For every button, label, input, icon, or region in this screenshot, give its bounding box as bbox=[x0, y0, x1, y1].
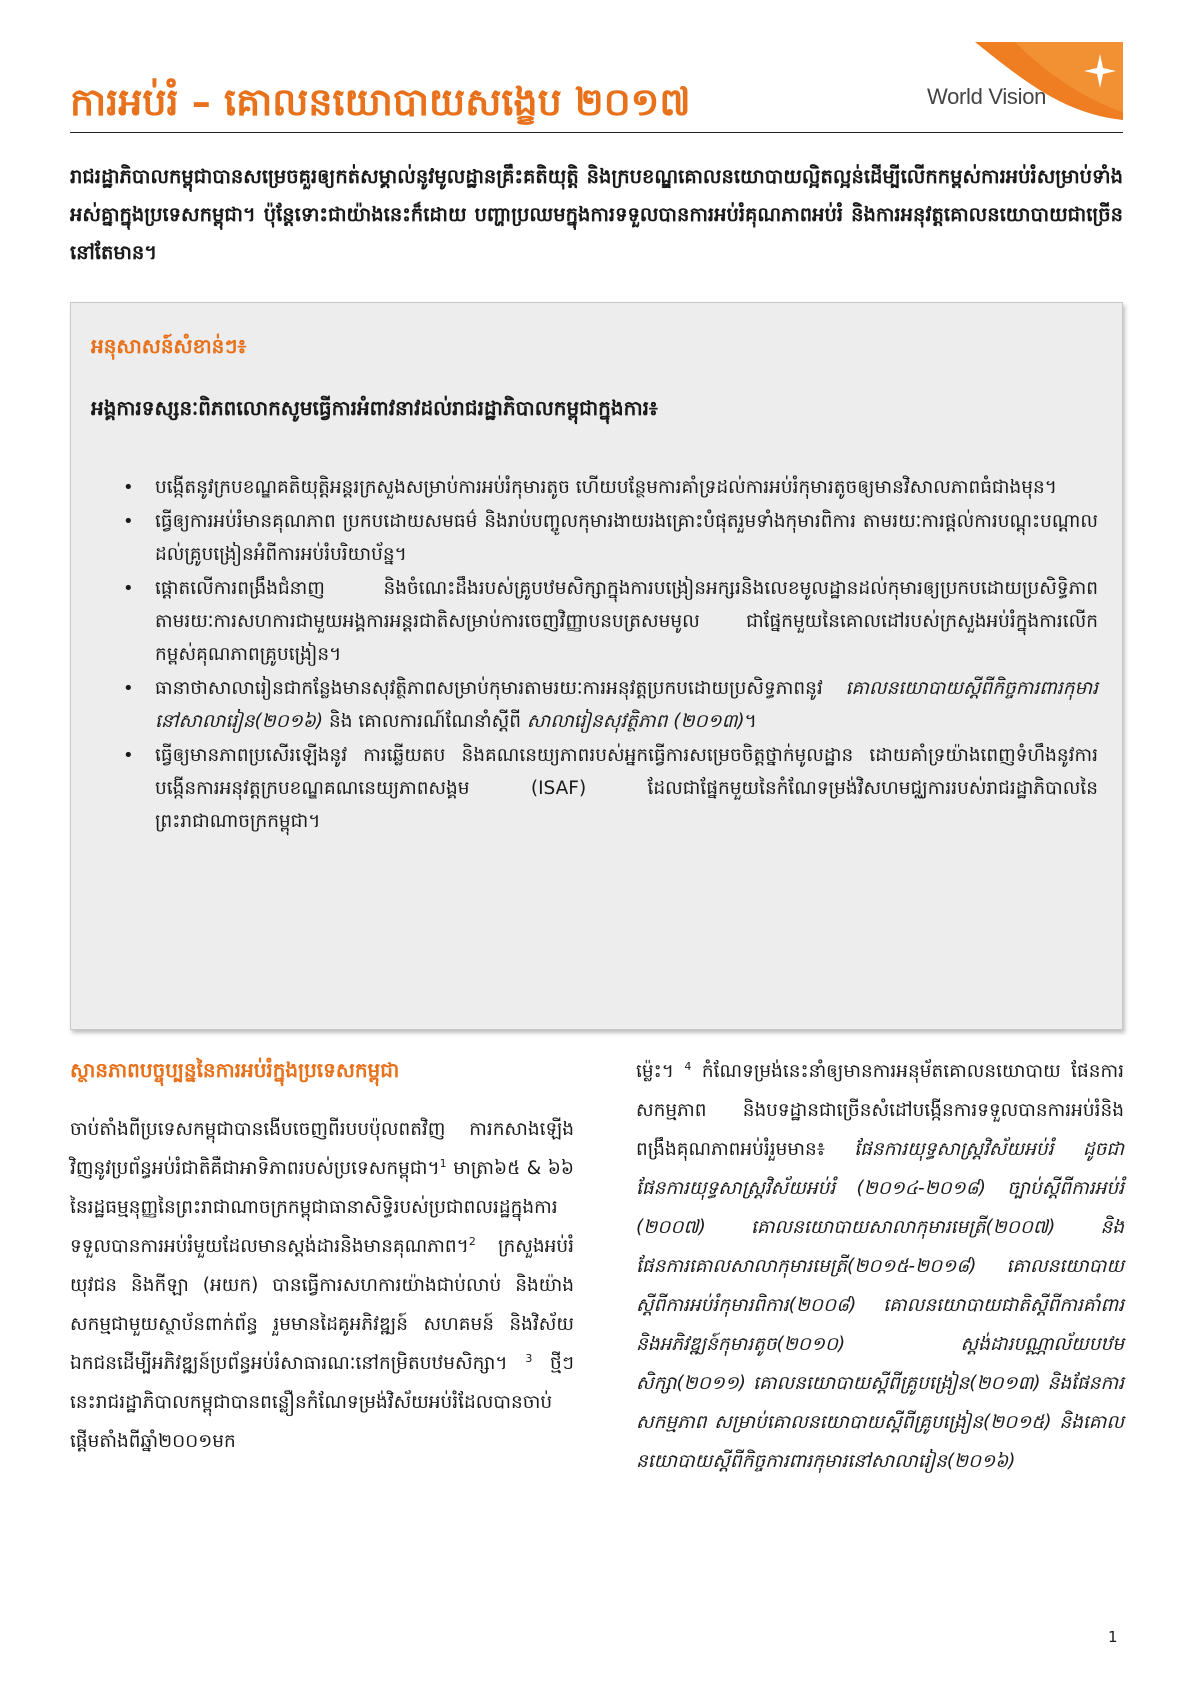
bullet-icon: • bbox=[123, 745, 134, 766]
recommendations-list bbox=[123, 471, 1098, 839]
text-run: ម្ល៉េះ។ bbox=[636, 1061, 674, 1082]
text-run: និង គោលការណ៍ណែនាំស្តីពី bbox=[323, 711, 527, 732]
list-item-text: ធ្វើឲ្យមានភាពប្រសើរឡើងនូវ ការឆ្លើយតប និងគណនេយ្យភាពរបស់អ្នកធ្វើការសម្រេចចិត្តថ្នាក់មូលដ្ឋាន ដោយគាំទ្រយ៉ាងពេញទំហឹងនូវការបង្កើនការអនុវត្តក្របខណ្ឌគណនេយ្យភាពសង្គម (ISAF) ដែលជាផ្នែកមួយនៃកំណែទម្រង់វិសហមជ្ឈការរបស់រាជរដ្ឋាភិបាលនៃព្រះរាជាណាចក្រកម្ពុជា។ bbox=[155, 745, 1098, 832]
footnote-ref[interactable]: 3 bbox=[525, 1351, 533, 1365]
list-item-text: បង្កើតនូវក្របខណ្ឌគតិយុត្តិអន្តរក្រសួងសម្រាប់ការអប់រំកុមារតូច ហើយបន្ថែមការគាំទ្រដល់ការអប់រំកុមារតូចឲ្យមានវិសាលភាពធំជាងមុន។ bbox=[155, 477, 1057, 498]
bullet-icon: • bbox=[123, 511, 134, 532]
text-run: ។ bbox=[744, 711, 757, 732]
list-item bbox=[123, 572, 1098, 671]
footnote-ref[interactable]: 2 bbox=[468, 1234, 476, 1248]
footnote-ref[interactable]: 4 bbox=[684, 1059, 692, 1073]
text-run: ក្រសួងអប់រំ យុវជន និងកីឡា (អយក) បានធ្វើការសហការយ៉ាងជាប់លាប់ និងយ៉ាងសកម្មជាមួយស្ថាប័នពាក់ព័ន្ធ រួមមានដៃគូអភិវឌ្ឍន៍ សហគមន៍ និងវិស័យឯកជនដើម្បីអភិវឌ្ឍន៍ប្រព័ន្ធអប់រំសាធារណៈនៅកម្រិតបឋមសិក្សា។ bbox=[70, 1236, 574, 1374]
intro-paragraph: រាជរដ្ឋាភិបាលកម្ពុជាបានសម្រេចគួរឲ្យកត់សម្គាល់នូវមូលដ្ឋានគ្រឹះគតិយុត្តិ និងក្របខណ្ឌគោលនយោបាយល្អិតល្អន់ដើម្បីលើកកម្ពស់ការអប់រំសម្រាប់ទាំងអស់គ្នាក្នុងប្រទេសកម្ពុជា។ ប៉ុន្តែទោះជាយ៉ាងនេះក៏ដោយ បញ្ហាប្រឈមក្នុងការទទួលបានការអប់រំគុណភាពអប់រំ និងការអនុវត្តគោលនយោបាយជាច្រើននៅតែមាន។ bbox=[70, 165, 1123, 264]
logo-text: World Vision bbox=[927, 84, 1047, 109]
section-heading: ស្ថានភាពបច្ចុប្បន្ននៃការអប់រំក្នុងប្រទេសកម្ពុជា bbox=[70, 1058, 400, 1082]
policy-list: ផែនការយុទ្ធសាស្ត្រវិស័យអប់រំ ដូចជា ផែនការយុទ្ធសាស្ត្រវិស័យអប់រំ (២០១៤-២០១៨) ច្បាប់ស្តីពីការអប់រំ (២០០៧) គោលនយោបាយសាលាកុមារមេត្រី(២០០៧) និង ផែនការគោលសាលាកុមារមេត្រី(២០១៥-២០១៨) គោលនយោបាយស្តីពីការអប់រំកុមារពិការ(២០០៨) គោលនយោបាយជាតិស្តីពីការគាំពារ និងអភិវឌ្ឍន៍កុមារតូច(២០១០) ស្តង់ដារបណ្ណាល័យបឋមសិក្សា(២០១១) គោលនយោបាយស្តីពីគ្រូបង្រៀន(២០១៣) និងផែនការសកម្មភាព សម្រាប់គោលនយោបាយស្តីពីគ្រូបង្រៀន(២០១៥) និងគោលនយោបាយស្តីពីកិច្ចការពារកុមារនៅសាលារៀន(២០១៦) bbox=[636, 1139, 1124, 1472]
list-item bbox=[123, 739, 1098, 838]
list-item bbox=[123, 672, 1098, 738]
list-item bbox=[123, 505, 1098, 571]
right-column-text bbox=[636, 1052, 1124, 1481]
list-item-text bbox=[155, 672, 1098, 738]
document-title: ការអប់រំ – គោលនយោបាយសង្ខេប ២០១៧ bbox=[70, 80, 691, 124]
policy-title: សាលារៀនសុវត្ថិភាព (២០១៣) bbox=[526, 711, 745, 732]
text-run: ថ្មីៗនេះរាជរដ្ឋាភិបាលកម្ពុជាបានពន្លឿនកំណែទម្រង់វិស័យអប់រំដែលបានចាប់ផ្តើមតាំងពីឆ្នាំ២០០១មក bbox=[70, 1353, 574, 1452]
left-column-text bbox=[70, 1110, 574, 1461]
policy-title: គោលនយោបាយស្តីពីកិច្ចការពារកុមារនៅសាលារៀន(២០១៦) bbox=[155, 678, 1098, 732]
bullet-icon: • bbox=[123, 477, 134, 498]
recommendations-box bbox=[70, 302, 1123, 1030]
text-run: មាត្រា៦៥ & ៦៦ នៃរដ្ឋធម្មនុញ្ញនៃព្រះរាជាណាចក្រកម្ពុជាធានាសិទ្ធិរបស់ប្រជាពលរដ្ឋក្នុងការទទួលបានការអប់រំមួយដែលមានស្តង់ដារនិងមានគុណភាព។ bbox=[70, 1158, 574, 1257]
list-item-text: ផ្តោតលើការពង្រឹងជំនាញ និងចំណេះដឹងរបស់គ្រូបឋមសិក្សាក្នុងការបង្រៀនអក្សរនិងលេខមូលដ្ឋានដល់កុមារឲ្យប្រកបដោយប្រសិទ្ធិភាពតាមរយៈការសហការជាមួយអង្គការអន្តរជាតិសម្រាប់ការចេញវិញ្ញាបនបត្រសមមូល ជាផ្នែកមួយនៃគោលដៅរបស់ក្រសួងអប់រំក្នុងការលើកកម្ពស់គុណភាពគ្រូបង្រៀន។ bbox=[155, 578, 1098, 665]
list-item bbox=[123, 471, 1098, 504]
page-number: 1 bbox=[1108, 1628, 1118, 1646]
recommendations-heading: អនុសាសន៍សំខាន់ៗ៖ bbox=[91, 334, 247, 358]
recommendations-subheading: អង្គការទស្សនៈពិភពលោកសូមធ្វើការអំពាវនាវដល់រាជរដ្ឋាភិបាលកម្ពុជាក្នុងការ៖ bbox=[91, 396, 658, 420]
header-divider bbox=[70, 132, 1123, 133]
text-run: ចាប់តាំងពីប្រទេសកម្ពុជាបានងើបចេញពីរបបប៉ុលពតវិញ ការកសាងឡើងវិញនូវប្រព័ន្ធអប់រំជាតិគឺជាអាទិភាពរបស់ប្រទេសកម្ពុជា។ bbox=[70, 1119, 574, 1179]
bullet-icon: • bbox=[123, 678, 134, 699]
bullet-icon: • bbox=[123, 578, 134, 599]
list-item-text: ធ្វើឲ្យការអប់រំមានគុណភាព ប្រកបដោយសមធម៌ និងរាប់បញ្ចូលកុមារងាយរងគ្រោះបំផុតរួមទាំងកុមារពិការ តាមរយៈការផ្តល់ការបណ្តុះបណ្តាលដល់គ្រូបង្រៀនអំពីការអប់រំបរិយាប័ន្ន។ bbox=[155, 511, 1098, 565]
text-run: កំណែទម្រង់នេះនាំឲ្យមានការអនុម័តគោលនយោបាយ ផែនការសកម្មភាព និងបទដ្ឋានជាច្រើនសំដៅបង្កើនការទទួលបានការអប់រំនិងពង្រឹងគុណភាពអប់រំរួមមាន៖ bbox=[636, 1061, 1124, 1160]
text-run: ធានាថាសាលារៀនជាកន្លែងមានសុវត្ថិភាពសម្រាប់កុមារតាមរយៈការអនុវត្តប្រកបដោយប្រសិទ្ធភាពនូវ bbox=[155, 678, 846, 699]
world-vision-logo bbox=[915, 42, 1123, 130]
footnote-ref[interactable]: 1 bbox=[439, 1156, 447, 1170]
